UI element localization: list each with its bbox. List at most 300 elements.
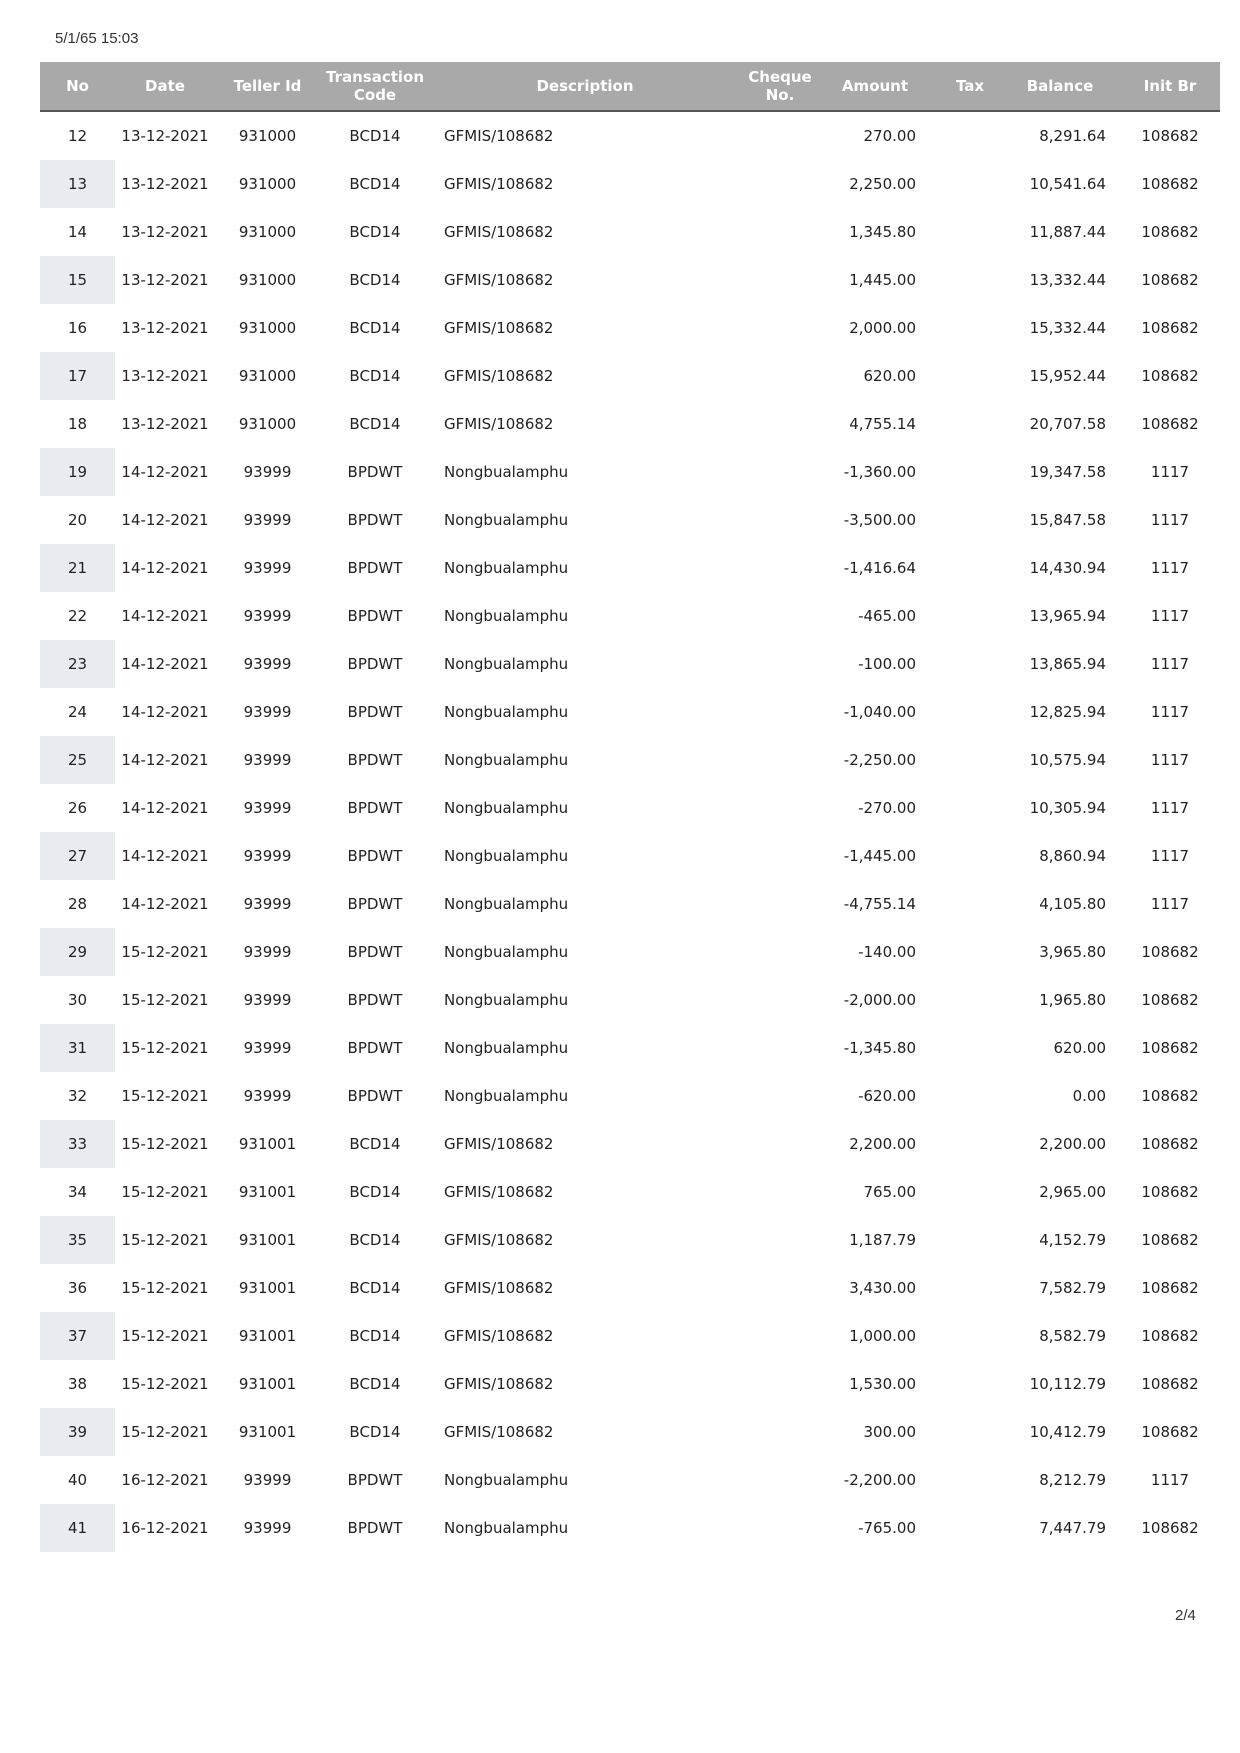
table-row — [40, 1120, 1220, 1168]
row-tax — [930, 976, 1010, 1024]
row-init-br: 108682 — [1141, 1279, 1199, 1297]
row-amount: 300.00 — [863, 1423, 916, 1441]
row-number: 12 — [67, 127, 88, 145]
table-row — [40, 976, 1220, 1024]
row-teller-id: 93999 — [243, 943, 292, 961]
table-row — [40, 1360, 1220, 1408]
row-date: 15-12-2021 — [121, 1375, 209, 1393]
table-header — [40, 62, 1220, 111]
row-tax — [930, 352, 1010, 400]
table-row — [40, 256, 1220, 304]
row-number: 38 — [67, 1375, 88, 1393]
table-body — [40, 111, 1220, 1552]
row-teller-id: 931001 — [238, 1135, 297, 1153]
row-teller-id: 93999 — [243, 703, 292, 721]
row-balance: 2,965.00 — [1039, 1183, 1106, 1201]
row-teller-id: 931001 — [238, 1327, 297, 1345]
row-balance: 15,952.44 — [1029, 367, 1106, 385]
row-cheque-no — [730, 784, 830, 832]
row-init-br: 1117 — [1150, 559, 1190, 577]
row-teller-id: 93999 — [243, 847, 292, 865]
row-description: GFMIS/108682 — [444, 1423, 554, 1441]
row-init-br: 108682 — [1141, 943, 1199, 961]
row-tax — [930, 448, 1010, 496]
row-init-br: 108682 — [1141, 1183, 1199, 1201]
row-teller-id: 93999 — [243, 1039, 292, 1057]
row-init-br: 108682 — [1141, 1519, 1199, 1537]
row-cheque-no — [730, 111, 830, 160]
row-init-br: 1117 — [1150, 895, 1190, 913]
row-init-br: 108682 — [1141, 223, 1199, 241]
row-number: 29 — [40, 928, 115, 976]
row-init-br: 1117 — [1150, 607, 1190, 625]
row-number: 22 — [67, 607, 88, 625]
row-description: GFMIS/108682 — [444, 1327, 554, 1345]
row-date: 14-12-2021 — [121, 511, 209, 529]
row-teller-id: 931000 — [238, 223, 297, 241]
row-description: GFMIS/108682 — [444, 1183, 554, 1201]
row-number: 23 — [40, 640, 115, 688]
table-row — [40, 1072, 1220, 1120]
row-tax — [930, 640, 1010, 688]
row-number: 39 — [40, 1408, 115, 1456]
row-description: Nongbualamphu — [444, 703, 569, 721]
row-init-br: 1117 — [1150, 847, 1190, 865]
row-balance: 10,412.79 — [1029, 1423, 1106, 1441]
row-tax — [930, 1264, 1010, 1312]
row-description: GFMIS/108682 — [444, 223, 554, 241]
row-description: Nongbualamphu — [444, 991, 569, 1009]
row-tax — [930, 784, 1010, 832]
row-transaction-code: BPDWT — [347, 1039, 403, 1057]
row-amount: -140.00 — [858, 943, 916, 961]
row-amount: -100.00 — [858, 655, 916, 673]
row-balance: 7,447.79 — [1039, 1519, 1106, 1537]
row-cheque-no — [730, 1312, 830, 1360]
row-date: 13-12-2021 — [121, 319, 209, 337]
row-cheque-no — [730, 448, 830, 496]
row-amount: 3,430.00 — [849, 1279, 916, 1297]
row-transaction-code: BCD14 — [349, 1375, 401, 1393]
row-tax — [930, 592, 1010, 640]
row-teller-id: 93999 — [243, 991, 292, 1009]
row-amount: 1,000.00 — [849, 1327, 916, 1345]
row-transaction-code: BPDWT — [347, 463, 403, 481]
row-date: 13-12-2021 — [121, 127, 209, 145]
row-description: Nongbualamphu — [444, 559, 569, 577]
row-date: 15-12-2021 — [121, 1327, 209, 1345]
row-transaction-code: BPDWT — [347, 895, 403, 913]
row-date: 16-12-2021 — [121, 1471, 209, 1489]
row-init-br: 1117 — [1150, 1471, 1190, 1489]
row-tax — [930, 1408, 1010, 1456]
row-cheque-no — [730, 352, 830, 400]
row-teller-id: 931000 — [238, 175, 297, 193]
row-balance: 10,305.94 — [1029, 799, 1106, 817]
row-transaction-code: BPDWT — [347, 799, 403, 817]
row-init-br: 108682 — [1141, 1087, 1199, 1105]
row-date: 13-12-2021 — [121, 367, 209, 385]
table-row — [40, 1168, 1220, 1216]
row-transaction-code: BCD14 — [349, 319, 401, 337]
row-transaction-code: BPDWT — [347, 1519, 403, 1537]
table-row — [40, 1312, 1220, 1360]
row-transaction-code: BCD14 — [349, 271, 401, 289]
row-description: Nongbualamphu — [444, 895, 569, 913]
row-cheque-no — [730, 1264, 830, 1312]
row-amount: 4,755.14 — [849, 415, 916, 433]
row-date: 15-12-2021 — [121, 1279, 209, 1297]
row-teller-id: 93999 — [243, 463, 292, 481]
row-number: 25 — [40, 736, 115, 784]
header-cheque-no: Cheque No. — [730, 62, 830, 111]
table-row — [40, 592, 1220, 640]
row-balance: 8,860.94 — [1039, 847, 1106, 865]
row-date: 13-12-2021 — [121, 175, 209, 193]
row-date: 15-12-2021 — [121, 991, 209, 1009]
row-description: Nongbualamphu — [444, 1519, 569, 1537]
row-transaction-code: BCD14 — [349, 415, 401, 433]
row-number: 34 — [67, 1183, 88, 1201]
row-number: 16 — [67, 319, 88, 337]
row-date: 15-12-2021 — [121, 1135, 209, 1153]
header-teller-id: Teller Id — [215, 62, 320, 111]
row-date: 13-12-2021 — [121, 223, 209, 241]
row-balance: 11,887.44 — [1029, 223, 1106, 241]
row-amount: -1,360.00 — [843, 463, 916, 481]
row-balance: 13,965.94 — [1029, 607, 1106, 625]
row-tax — [930, 544, 1010, 592]
row-balance: 620.00 — [1053, 1039, 1106, 1057]
row-date: 14-12-2021 — [121, 655, 209, 673]
row-transaction-code: BPDWT — [347, 751, 403, 769]
row-teller-id: 93999 — [243, 1519, 292, 1537]
row-transaction-code: BPDWT — [347, 559, 403, 577]
row-tax — [930, 688, 1010, 736]
row-cheque-no — [730, 1120, 830, 1168]
row-amount: 765.00 — [863, 1183, 916, 1201]
row-transaction-code: BCD14 — [349, 367, 401, 385]
row-balance: 10,112.79 — [1029, 1375, 1106, 1393]
row-balance: 15,847.58 — [1029, 511, 1106, 529]
row-description: GFMIS/108682 — [444, 175, 554, 193]
row-cheque-no — [730, 1216, 830, 1264]
row-init-br: 108682 — [1141, 367, 1199, 385]
row-cheque-no — [730, 640, 830, 688]
table-row — [40, 544, 1220, 592]
table-row — [40, 1456, 1220, 1504]
row-number: 18 — [67, 415, 88, 433]
row-init-br: 108682 — [1141, 1423, 1199, 1441]
row-number: 28 — [67, 895, 88, 913]
row-transaction-code: BPDWT — [347, 991, 403, 1009]
row-init-br: 108682 — [1141, 271, 1199, 289]
row-description: GFMIS/108682 — [444, 127, 554, 145]
row-amount: 1,345.80 — [849, 223, 916, 241]
row-date: 13-12-2021 — [121, 415, 209, 433]
row-tax — [930, 208, 1010, 256]
page-number: 2/4 — [1175, 1607, 1196, 1624]
row-amount: -270.00 — [858, 799, 916, 817]
row-number: 30 — [67, 991, 88, 1009]
row-number: 35 — [40, 1216, 115, 1264]
row-init-br: 1117 — [1150, 511, 1190, 529]
row-balance: 13,332.44 — [1029, 271, 1106, 289]
row-transaction-code: BPDWT — [347, 607, 403, 625]
row-transaction-code: BCD14 — [349, 1279, 401, 1297]
row-description: GFMIS/108682 — [444, 271, 554, 289]
row-teller-id: 931001 — [238, 1375, 297, 1393]
row-cheque-no — [730, 1504, 830, 1552]
row-amount: -3,500.00 — [843, 511, 916, 529]
row-tax — [930, 1072, 1010, 1120]
row-transaction-code: BCD14 — [349, 223, 401, 241]
row-description: GFMIS/108682 — [444, 1135, 554, 1153]
row-number: 32 — [67, 1087, 88, 1105]
row-date: 15-12-2021 — [121, 1183, 209, 1201]
row-amount: 1,530.00 — [849, 1375, 916, 1393]
row-cheque-no — [730, 1072, 830, 1120]
row-balance: 19,347.58 — [1029, 463, 1106, 481]
row-description: GFMIS/108682 — [444, 1279, 554, 1297]
row-cheque-no — [730, 928, 830, 976]
row-tax — [930, 1024, 1010, 1072]
header-transaction-code: Transaction Code — [320, 62, 430, 111]
row-amount: -465.00 — [858, 607, 916, 625]
row-init-br: 1117 — [1150, 799, 1190, 817]
table-row — [40, 1504, 1220, 1552]
row-teller-id: 93999 — [243, 1471, 292, 1489]
row-teller-id: 93999 — [243, 1087, 292, 1105]
row-init-br: 108682 — [1141, 319, 1199, 337]
row-balance: 2,200.00 — [1039, 1135, 1106, 1153]
row-description: Nongbualamphu — [444, 511, 569, 529]
header-date: Date — [115, 62, 215, 111]
row-tax — [930, 400, 1010, 448]
row-description: Nongbualamphu — [444, 655, 569, 673]
statement-table — [40, 62, 1220, 1552]
table-row — [40, 400, 1220, 448]
row-amount: -1,040.00 — [843, 703, 916, 721]
row-amount: -2,250.00 — [843, 751, 916, 769]
row-date: 16-12-2021 — [121, 1519, 209, 1537]
row-transaction-code: BPDWT — [347, 655, 403, 673]
row-init-br: 108682 — [1141, 175, 1199, 193]
row-tax — [930, 1504, 1010, 1552]
row-tax — [930, 1120, 1010, 1168]
table-row — [40, 640, 1220, 688]
header-description: Description — [430, 62, 730, 111]
row-cheque-no — [730, 160, 830, 208]
row-amount: -2,000.00 — [843, 991, 916, 1009]
row-init-br: 108682 — [1141, 1375, 1199, 1393]
row-tax — [930, 256, 1010, 304]
row-date: 15-12-2021 — [121, 1039, 209, 1057]
row-amount: -4,755.14 — [843, 895, 916, 913]
row-amount: -1,416.64 — [843, 559, 916, 577]
header-tax: Tax — [930, 62, 1010, 111]
row-cheque-no — [730, 688, 830, 736]
row-transaction-code: BPDWT — [347, 847, 403, 865]
row-teller-id: 931001 — [238, 1423, 297, 1441]
row-balance: 3,965.80 — [1039, 943, 1106, 961]
row-teller-id: 93999 — [243, 607, 292, 625]
row-amount: -765.00 — [858, 1519, 916, 1537]
row-cheque-no — [730, 832, 830, 880]
row-transaction-code: BPDWT — [347, 703, 403, 721]
row-cheque-no — [730, 256, 830, 304]
row-tax — [930, 160, 1010, 208]
row-amount: 620.00 — [863, 367, 916, 385]
row-description: Nongbualamphu — [444, 847, 569, 865]
table-row — [40, 1264, 1220, 1312]
row-transaction-code: BCD14 — [349, 1183, 401, 1201]
row-balance: 8,212.79 — [1039, 1471, 1106, 1489]
row-init-br: 108682 — [1141, 1135, 1199, 1153]
row-init-br: 108682 — [1141, 415, 1199, 433]
row-init-br: 108682 — [1141, 1231, 1199, 1249]
row-balance: 20,707.58 — [1029, 415, 1106, 433]
row-teller-id: 931000 — [238, 367, 297, 385]
row-amount: -1,345.80 — [843, 1039, 916, 1057]
row-tax — [930, 304, 1010, 352]
row-tax — [930, 832, 1010, 880]
row-balance: 12,825.94 — [1029, 703, 1106, 721]
row-teller-id: 931000 — [238, 271, 297, 289]
header-amount: Amount — [830, 62, 930, 111]
row-number: 27 — [40, 832, 115, 880]
row-number: 17 — [40, 352, 115, 400]
row-tax — [930, 1456, 1010, 1504]
row-number: 33 — [40, 1120, 115, 1168]
table-row — [40, 111, 1220, 160]
row-balance: 14,430.94 — [1029, 559, 1106, 577]
row-transaction-code: BPDWT — [347, 1087, 403, 1105]
row-balance: 4,105.80 — [1039, 895, 1106, 913]
row-teller-id: 93999 — [243, 511, 292, 529]
table-row — [40, 688, 1220, 736]
row-date: 14-12-2021 — [121, 799, 209, 817]
row-date: 15-12-2021 — [121, 1087, 209, 1105]
table-row — [40, 928, 1220, 976]
header-init-br: Init Br — [1120, 62, 1220, 111]
row-number: 40 — [67, 1471, 88, 1489]
row-transaction-code: BCD14 — [349, 1231, 401, 1249]
table-row — [40, 784, 1220, 832]
row-date: 15-12-2021 — [121, 1423, 209, 1441]
row-date: 13-12-2021 — [121, 271, 209, 289]
row-tax — [930, 928, 1010, 976]
row-date: 15-12-2021 — [121, 1231, 209, 1249]
row-number: 37 — [40, 1312, 115, 1360]
row-balance: 7,582.79 — [1039, 1279, 1106, 1297]
row-balance: 10,575.94 — [1029, 751, 1106, 769]
row-cheque-no — [730, 592, 830, 640]
row-transaction-code: BPDWT — [347, 511, 403, 529]
row-number: 36 — [67, 1279, 88, 1297]
print-timestamp: 5/1/65 15:03 — [55, 30, 139, 47]
row-date: 14-12-2021 — [121, 559, 209, 577]
row-transaction-code: BCD14 — [349, 1135, 401, 1153]
row-init-br: 1117 — [1150, 751, 1190, 769]
row-tax — [930, 736, 1010, 784]
row-description: Nongbualamphu — [444, 799, 569, 817]
row-description: GFMIS/108682 — [444, 1375, 554, 1393]
row-teller-id: 931001 — [238, 1279, 297, 1297]
row-amount: 1,445.00 — [849, 271, 916, 289]
row-number: 31 — [40, 1024, 115, 1072]
row-balance: 13,865.94 — [1029, 655, 1106, 673]
table-row — [40, 304, 1220, 352]
row-balance: 8,582.79 — [1039, 1327, 1106, 1345]
row-balance: 0.00 — [1072, 1087, 1106, 1105]
row-tax — [930, 111, 1010, 160]
row-teller-id: 93999 — [243, 799, 292, 817]
row-cheque-no — [730, 208, 830, 256]
row-teller-id: 93999 — [243, 559, 292, 577]
row-init-br: 1117 — [1150, 655, 1190, 673]
row-description: Nongbualamphu — [444, 1087, 569, 1105]
row-init-br: 1117 — [1150, 463, 1190, 481]
row-amount: 2,250.00 — [849, 175, 916, 193]
row-cheque-no — [730, 496, 830, 544]
row-amount: 270.00 — [863, 127, 916, 145]
row-date: 14-12-2021 — [121, 895, 209, 913]
row-number: 26 — [67, 799, 88, 817]
row-transaction-code: BPDWT — [347, 943, 403, 961]
row-number: 24 — [67, 703, 88, 721]
row-date: 14-12-2021 — [121, 847, 209, 865]
row-cheque-no — [730, 304, 830, 352]
row-cheque-no — [730, 736, 830, 784]
row-description: Nongbualamphu — [444, 943, 569, 961]
row-description: GFMIS/108682 — [444, 1231, 554, 1249]
table-row — [40, 1024, 1220, 1072]
row-tax — [930, 1312, 1010, 1360]
header-no: No — [40, 62, 115, 111]
row-date: 14-12-2021 — [121, 463, 209, 481]
row-number: 14 — [67, 223, 88, 241]
table-row — [40, 208, 1220, 256]
row-date: 14-12-2021 — [121, 751, 209, 769]
row-number: 19 — [40, 448, 115, 496]
row-teller-id: 931000 — [238, 319, 297, 337]
table-row — [40, 496, 1220, 544]
row-description: Nongbualamphu — [444, 607, 569, 625]
row-amount: -1,445.00 — [843, 847, 916, 865]
row-description: GFMIS/108682 — [444, 367, 554, 385]
table-row — [40, 448, 1220, 496]
row-init-br: 108682 — [1141, 127, 1199, 145]
row-cheque-no — [730, 400, 830, 448]
row-transaction-code: BPDWT — [347, 1471, 403, 1489]
row-amount: -620.00 — [858, 1087, 916, 1105]
row-number: 15 — [40, 256, 115, 304]
row-cheque-no — [730, 1024, 830, 1072]
table-row — [40, 1408, 1220, 1456]
row-balance: 1,965.80 — [1039, 991, 1106, 1009]
row-date: 14-12-2021 — [121, 703, 209, 721]
row-cheque-no — [730, 880, 830, 928]
row-teller-id: 93999 — [243, 655, 292, 673]
row-description: Nongbualamphu — [444, 1471, 569, 1489]
row-number: 21 — [40, 544, 115, 592]
row-number: 13 — [40, 160, 115, 208]
row-cheque-no — [730, 1456, 830, 1504]
row-tax — [930, 880, 1010, 928]
row-cheque-no — [730, 1408, 830, 1456]
table-row — [40, 1216, 1220, 1264]
